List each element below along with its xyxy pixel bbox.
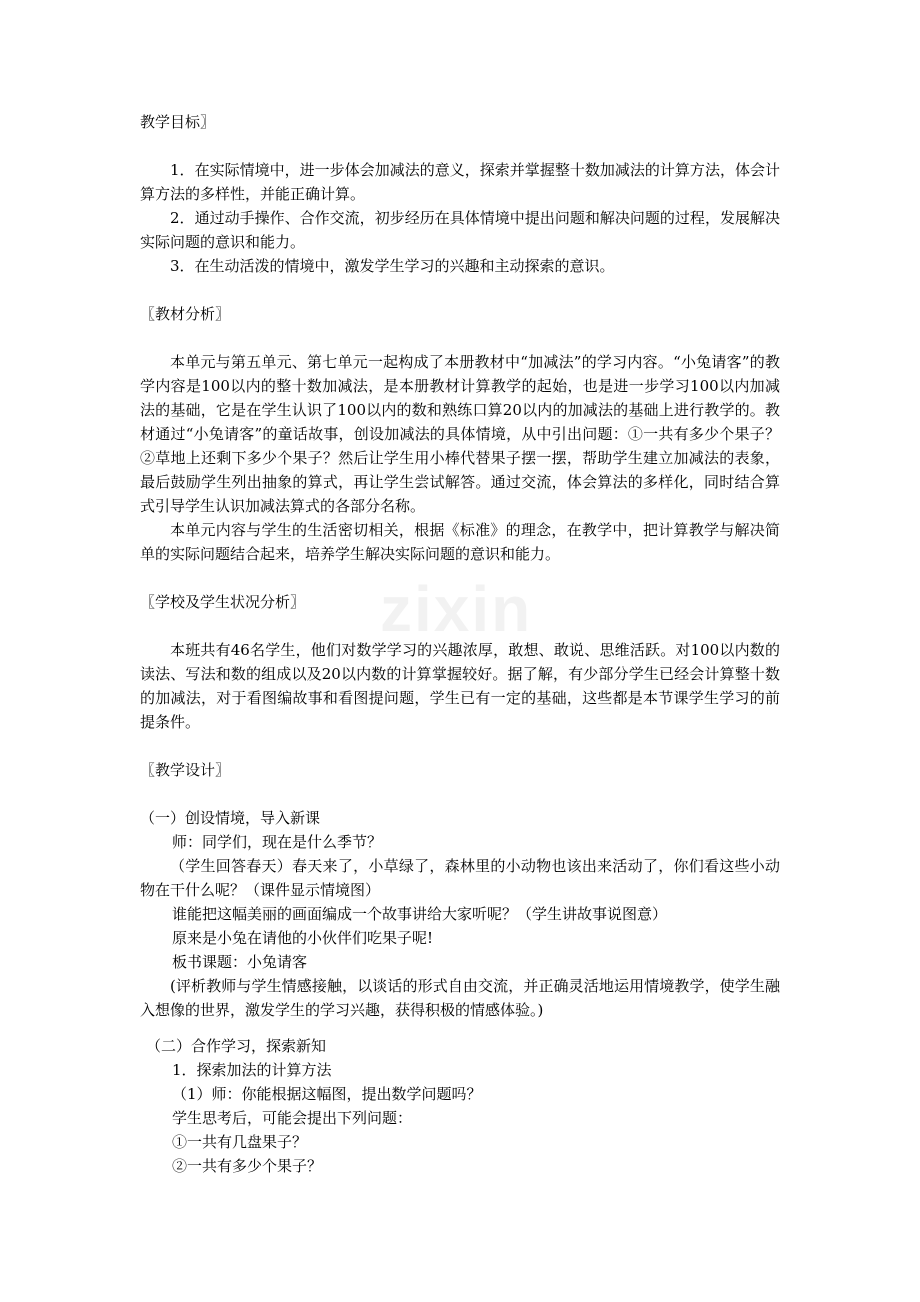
part2-q1: （1）师：你能根据这幅图，提出数学问题吗？ <box>172 1085 482 1103</box>
part1-reveal: 原来是小兔在请他的小伙伴们吃果子呢! <box>172 929 434 947</box>
part2-title: （二）合作学习，探索新知 <box>146 1037 327 1055</box>
goal-item-2: 2．通过动手操作、合作交流，初步经历在具体情境中提出问题和解决问题的过程，发展解决实际问题的意识和能力。 <box>140 209 780 251</box>
textbook-paragraph-1: 本单元与第五单元、第七单元一起构成了本册教材中“加减法”的学习内容。“小兔请客”的教学内容是100以内的整十数加减法，是本册教材计算教学的起始，也是进一步学习100以内加减法的基础，它是在学生认识了100以内的数和熟练口算20以内的加减法的基础上进行教学的。教材通过“小兔请客”的童话故事，创设加减法的具体情境，从中引出问题：①一共有多少个果子？②草地上还剩下多少个果子？然后让学生用小棒代替果子摆一摆，帮助学生建立加减法的表象，最后鼓励学生列出抽象的算式，再让学生尝试解答。通过交流，体会算法的多样化，同时结合算式引导学生认识加减法算式的各部分名称。 <box>140 353 780 515</box>
textbook-paragraph-2: 本单元内容与学生的生活密切相关，根据《标准》的理念，在教学中，把计算教学与解决简单的实际问题结合起来，培养学生解决实际问题的意识和能力。 <box>140 521 780 563</box>
goal-item-3: 3．在生动活泼的情境中，激发学生学习的兴趣和主动探索的意识。 <box>170 257 615 275</box>
part1-title: （一）创设情境，导入新课 <box>140 809 321 827</box>
part2-option-1: ①一共有几盘果子？ <box>172 1133 308 1151</box>
design-heading: 〖教学设计〗 <box>140 761 231 779</box>
part1-story: （学生回答春天）春天来了，小草绿了，森林里的小动物也该出来活动了，你们看这些小动物在干什么呢？（课件显示情境图） <box>140 857 780 899</box>
part1-board: 板书课题：小兔请客 <box>172 953 308 971</box>
part1-comment: (评析教师与学生情感接触，以谈话的形式自由交流，并正确灵活地运用情境教学，使学生融入想像的世界，激发学生的学习兴趣，获得积极的情感体验。) <box>140 977 780 1019</box>
part2-think: 学生思考后，可能会提出下列问题： <box>172 1109 413 1127</box>
goal-item-1: 1．在实际情境中，进一步体会加减法的意义，探索并掌握整十数加减法的计算方法，体会计算方法的多样性，并能正确计算。 <box>140 161 780 203</box>
part2-sub1: 1．探索加法的计算方法 <box>172 1061 332 1079</box>
students-paragraph-1: 本班共有46名学生，他们对数学学习的兴趣浓厚，敢想、敢说、思维活跃。对100以内数的读法、写法和数的组成以及20以内数的计算掌握较好。据了解，有少部分学生已经会计算整十数的加减法，对于看图编故事和看图提问题，学生已有一定的基础，这些都是本节课学生学习的前提条件。 <box>140 641 780 731</box>
document-page <box>140 110 780 1178</box>
textbook-heading: 〖教材分析〗 <box>140 305 231 323</box>
students-heading: 〖学校及学生状况分析〗 <box>140 593 306 611</box>
part1-ask: 谁能把这幅美丽的画面编成一个故事讲给大家听呢？（学生讲故事说图意） <box>172 905 668 923</box>
watermark: zixin <box>380 573 533 645</box>
goals-heading: 教学目标〗 <box>140 113 216 131</box>
part1-teacher-line: 师：同学们，现在是什么季节？ <box>172 833 383 851</box>
part2-option-2: ②一共有多少个果子？ <box>172 1157 323 1175</box>
